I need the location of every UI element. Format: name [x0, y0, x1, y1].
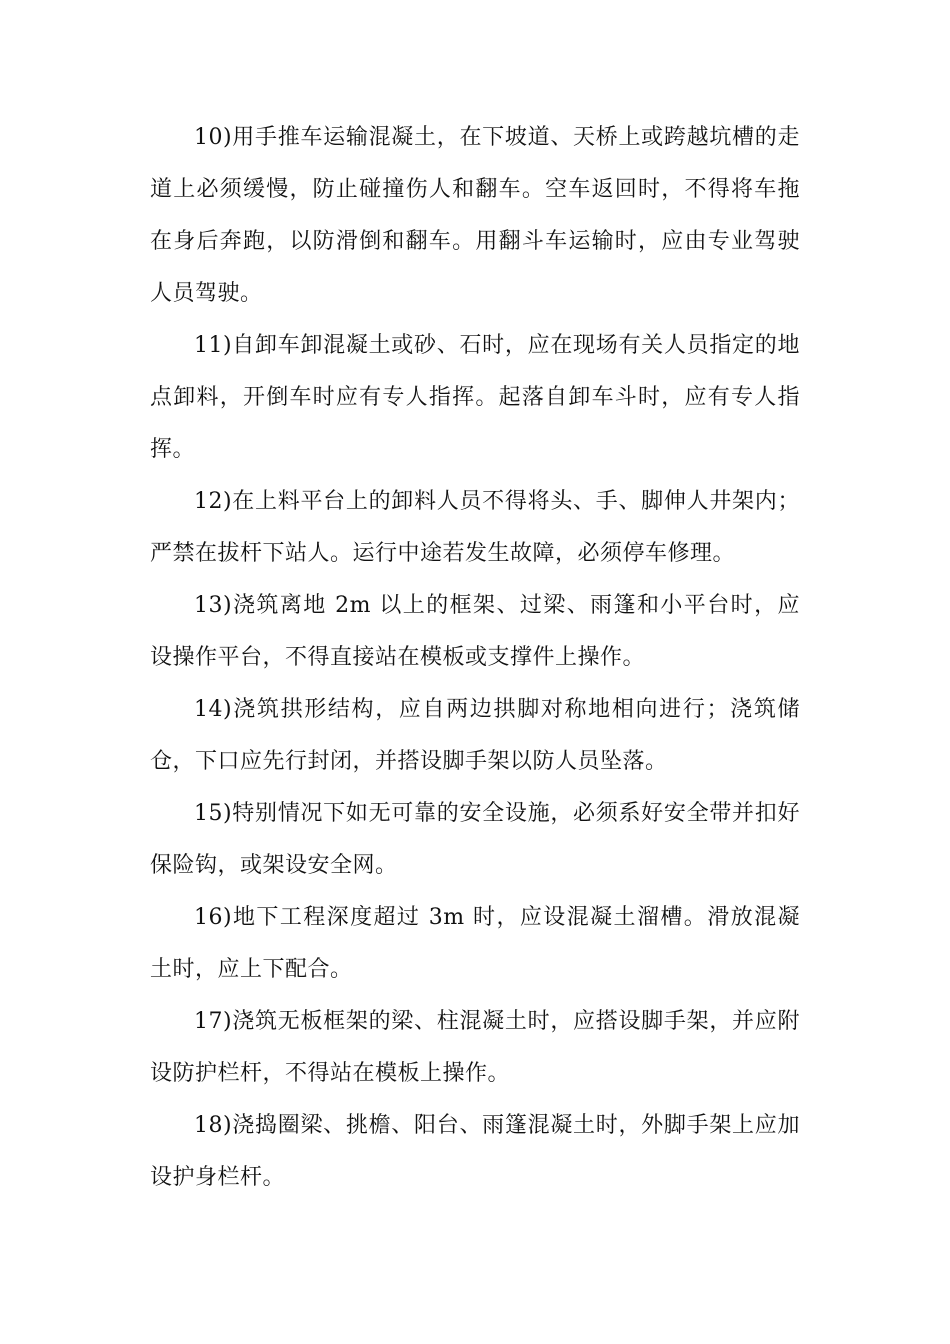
- paragraph-item-11: 11)自卸车卸混凝土或砂、石时，应在现场有关人员指定的地点卸料，开倒车时应有专人指挥。起落自卸车斗时，应有专人指挥。: [150, 333, 800, 462]
- document-body: [150, 112, 800, 1204]
- paragraph-item-18: 18)浇捣圈梁、挑檐、阳台、雨篷混凝土时，外脚手架上应加设护身栏杆。: [150, 1113, 800, 1190]
- paragraph-item-12: 12)在上料平台上的卸料人员不得将头、手、脚伸人井架内；严禁在拔杆下站人。运行中途若发生故障，必须停车修理。: [150, 489, 800, 566]
- paragraph-item-17: 17)浇筑无板框架的梁、柱混凝土时，应搭设脚手架，并应附设防护栏杆，不得站在模板上操作。: [150, 1009, 800, 1086]
- paragraph-item-13: 13)浇筑离地 2m 以上的框架、过梁、雨篷和小平台时，应设操作平台，不得直接站在模板或支撑件上操作。: [150, 593, 800, 670]
- paragraph-item-14: 14)浇筑拱形结构，应自两边拱脚对称地相向进行；浇筑储仓，下口应先行封闭，并搭设脚手架以防人员坠落。: [150, 697, 800, 774]
- paragraph-item-10: 10)用手推车运输混凝土，在下坡道、天桥上或跨越坑槽的走道上必须缓慢，防止碰撞伤人和翻车。空车返回时，不得将车拖在身后奔跑，以防滑倒和翻车。用翻斗车运输时，应由专业驾驶人员驾驶。: [150, 125, 800, 306]
- paragraph-item-15: 15)特别情况下如无可靠的安全设施，必须系好安全带并扣好保险钩，或架设安全网。: [150, 801, 800, 878]
- paragraph-item-16: 16)地下工程深度超过 3m 时，应设混凝土溜槽。滑放混凝土时，应上下配合。: [150, 905, 800, 982]
